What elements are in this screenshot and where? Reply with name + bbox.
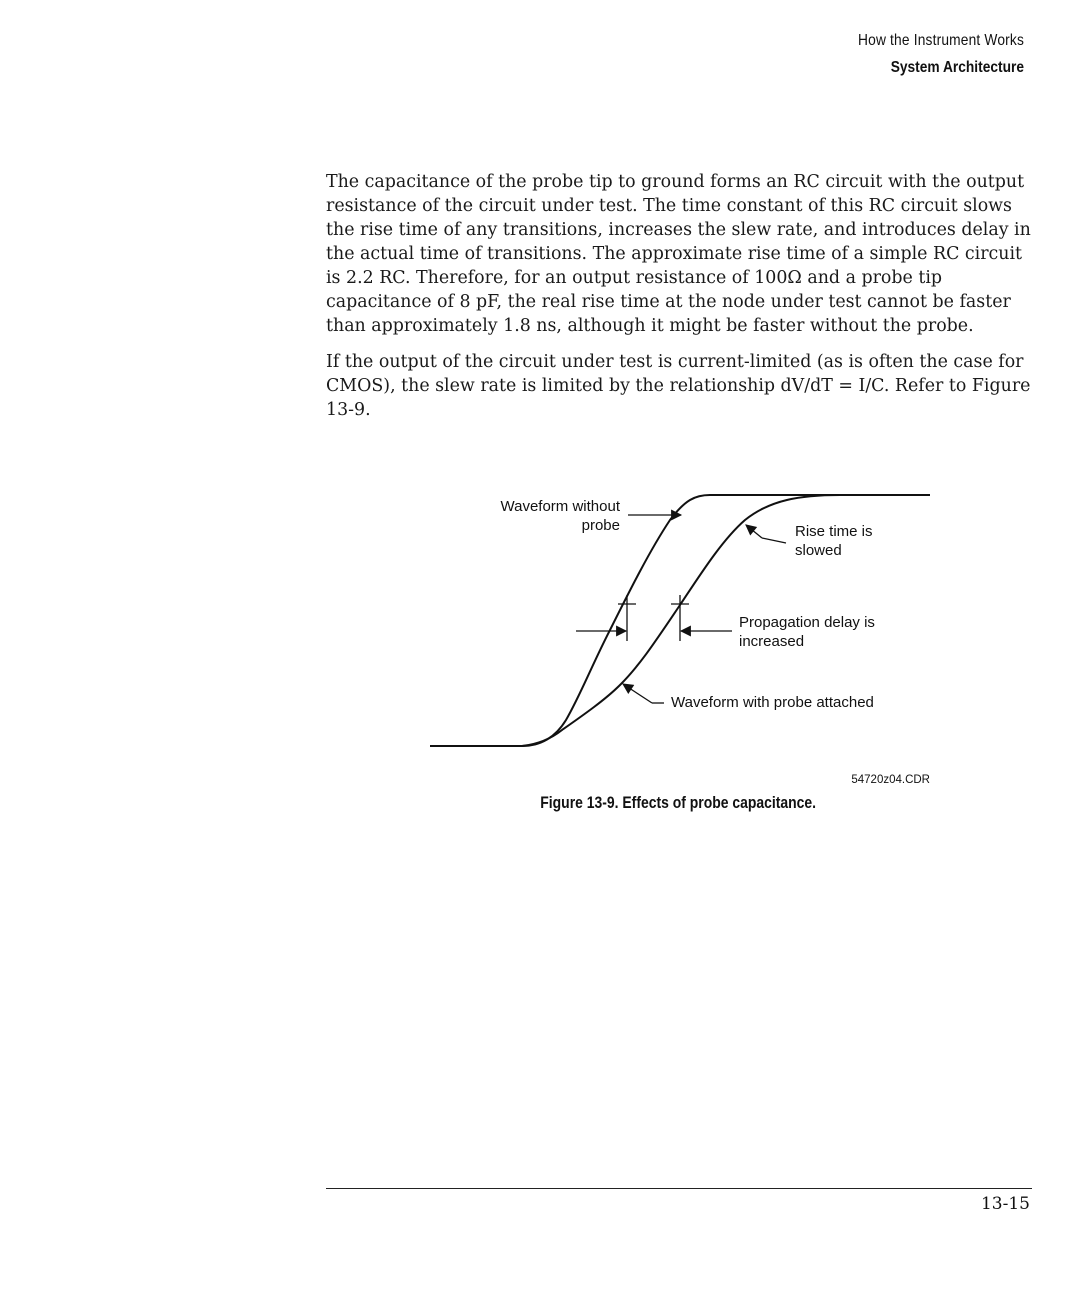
page-number: 13-15 [980, 1194, 1030, 1214]
paragraph-rc-circuit: The capacitance of the probe tip to ground forms an RC circuit with the output resistance of the circuit under test. The time constant of this RC circuit slows the rise time of any transitions, increases the slew rate, and introduces delay in the actual time of transitions. The approximate rise time of a simple RC circuit is 2.2 RC. Therefore, for an output resistance of 100Ω and a probe tip capacitance of 8 pF, the real rise time at the node under test cannot be faster than approximately 1.8 ns, although it might be faster without the probe. [326, 172, 1031, 336]
label-with-probe: Waveform with probe attached [671, 694, 874, 711]
section-title: System Architecture [890, 59, 1024, 76]
figure-file-id: 54720z04.CDR [851, 774, 930, 786]
footer-rule [326, 1188, 1032, 1189]
figure-caption [0, 793, 1078, 813]
crossing-marker-fast [618, 595, 636, 641]
label-rise-time-line1: Rise time is [795, 523, 873, 540]
label-prop-delay-line1: Propagation delay is [739, 614, 875, 631]
label-without-probe-line1: Waveform without [500, 498, 620, 515]
label-rise-time-line2: slowed [795, 542, 842, 559]
paragraph-slew-rate: If the output of the circuit under test is current-limited (as is often the case for CMOS), the slew rate is limited by the relationship dV/dT = I/C. Refer to Figure 13-9. [326, 352, 1031, 420]
label-prop-delay-line2: increased [739, 633, 805, 650]
with-probe-arrow-head [623, 684, 652, 703]
crossing-marker-slow [671, 595, 689, 641]
chapter-title: How the Instrument Works [858, 32, 1024, 49]
figure-caption-text: Figure 13-9. Effects of probe capacitance. [540, 793, 816, 812]
rise-time-arrow [762, 538, 786, 543]
label-without-probe-line2: probe [581, 517, 620, 534]
rise-time-arrow-head [746, 525, 762, 538]
